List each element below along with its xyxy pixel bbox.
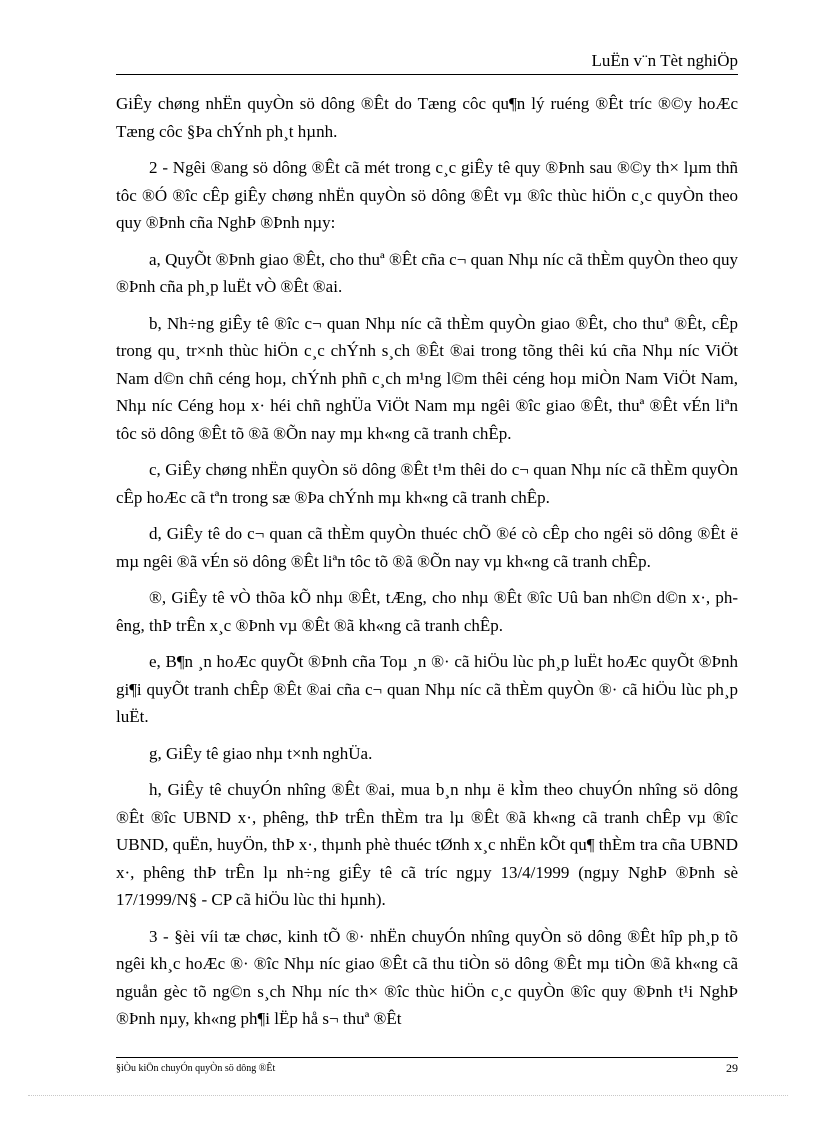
page-footer (116, 1057, 738, 1078)
paragraph-item-3: 3 - §èi víi tæ chøc, kinh tÕ ®· nhËn chuyÓn nhîng quyÒn sö dông ®Êt hîp ph¸p tõ ngêi kh¸c hoÆc ®· ®îc Nhµ níc giao ®Êt cã thu tiÒn sö dông ®Êt mµ tiÒn ®ã kh«ng cã nguån gèc tõ ng©n s¸ch Nhµ níc th× ®îc thùc hiÖn c¸c quyÒn ®îc quy ®Þnh t¹i NghÞ ®Þnh nµy, kh«ng ph¶i lËp hå s¬ thuª ®Êt (116, 926, 738, 1028)
paragraph-item-c: c, GiÊy chøng nhËn quyÒn sö dông ®Êt t¹m thêi do c¬ quan Nhµ níc cã thÈm quyÒn cÊp hoÆc cã tªn trong sæ ®Þa chÝnh mµ kh«ng cã tranh chÊp. (116, 460, 738, 507)
paragraph-item-dd: ®, GiÊy tê vÒ thõa kÕ nhµ ®Êt, tÆng, cho nhµ ®Êt ®îc Uû ban nh©n d©n x·, phêng, thÞ trÊn x¸c ®Þnh vµ ®Êt ®ã kh«ng cã tranh chÊp. (116, 588, 738, 635)
paragraph-item-2: 2 - Ngêi ®ang sö dông ®Êt cã mét trong c¸c giÊy tê quy ®Þnh sau ®©y th× lµm thñ tôc ®Ó ®îc cÊp giÊy chøng nhËn quyÒn sö dông ®Êt vµ ®îc thùc hiÖn c¸c quyÒn theo quy ®Þnh cña NghÞ ®Þnh nµy: (116, 158, 738, 232)
page-number: 29 (726, 1061, 738, 1075)
paragraph-item-g: g, GiÊy tê giao nhµ t×nh nghÜa. (149, 743, 373, 763)
paragraph-item-b: b, Nh÷ng giÊy tê ®îc c¬ quan Nhµ níc cã thÈm quyÒn giao ®Êt, cho thuª ®Êt, cÊp trong qu¸ tr×nh thùc hiÖn c¸c chÝnh s¸ch ®Êt ®ai trong tõng thêi kú cña Nhµ níc ViÖt Nam d©n chñ céng hoµ, chÝnh phñ c¸ch m¹ng l©m thêi céng hoµ miÒn Nam ViÖt Nam, Nhµ níc Céng hoµ x· héi chñ nghÜa ViÖt Nam mµ ngêi ®îc giao ®Êt, thuª ®Êt vÉn liªn tôc sö dông ®Êt tõ ®ã ®Õn nay mµ kh«ng cã tranh chÊp. (116, 313, 738, 443)
header-title: LuËn v¨n Tèt nghiÖp (591, 51, 738, 70)
paragraph-item-e: e, B¶n ¸n hoÆc quyÕt ®Þnh cña Toµ ¸n ®· cã hiÖu lùc ph¸p luËt hoÆc quyÕt ®Þnh gi¶i quyÕt tranh chÊp ®Êt ®ai cña c¬ quan Nhµ níc cã thÈm quyÒn ®· cã hiÖu lùc ph¸p luËt. (116, 652, 738, 726)
paragraph-item-a: a, QuyÕt ®Þnh giao ®Êt, cho thuª ®Êt cña c¬ quan Nhµ níc cã thÈm quyÒn theo quy ®Þnh cña ph¸p luËt vÒ ®Êt ®ai. (116, 249, 738, 296)
page-header (116, 50, 738, 75)
paragraph-item-h: h, GiÊy tê chuyÓn nhîng ®Êt ®ai, mua b¸n nhµ ë kÌm theo chuyÓn nhîng sö dông ®Êt ®îc UBND x·, phêng, thÞ trÊn thÈm tra lµ ®Êt ®ã kh«ng cã tranh chÊp vµ ®îc UBND, quËn, huyÖn, thÞ x·, thµnh phè thuéc tØnh x¸c nhËn kÕt qu¶ thÈm tra cña UBND x·, phêng thÞ trÊn lµ nh÷ng giÊy tê cã tríc ngµy 13/4/1999 (ngµy NghÞ ®Þnh sè 17/1999/N§ - CP cã hiÖu lùc thi hµnh). (116, 780, 738, 909)
document-body (116, 90, 738, 1042)
paragraph-item-d: d, GiÊy tê do c¬ quan cã thÈm quyÒn thuéc chÕ ®é cò cÊp cho ngêi sö dông ®Êt ë mµ ngêi ®ã vÉn sö dông ®Êt liªn tôc tõ ®ã ®Õn nay vµ kh«ng cã tranh chÊp. (116, 524, 738, 571)
paragraph-continuation: GiÊy chøng nhËn quyÒn sö dông ®Êt do Tæng côc qu¶n lý ruéng ®Êt tríc ®©y hoÆc Tæng côc §Þa chÝnh ph¸t hµnh. (116, 94, 738, 141)
page-bottom-divider (28, 1095, 788, 1096)
footer-title: §iÒu kiÖn chuyÓn quyÒn sö dông ®Êt (116, 1063, 276, 1074)
